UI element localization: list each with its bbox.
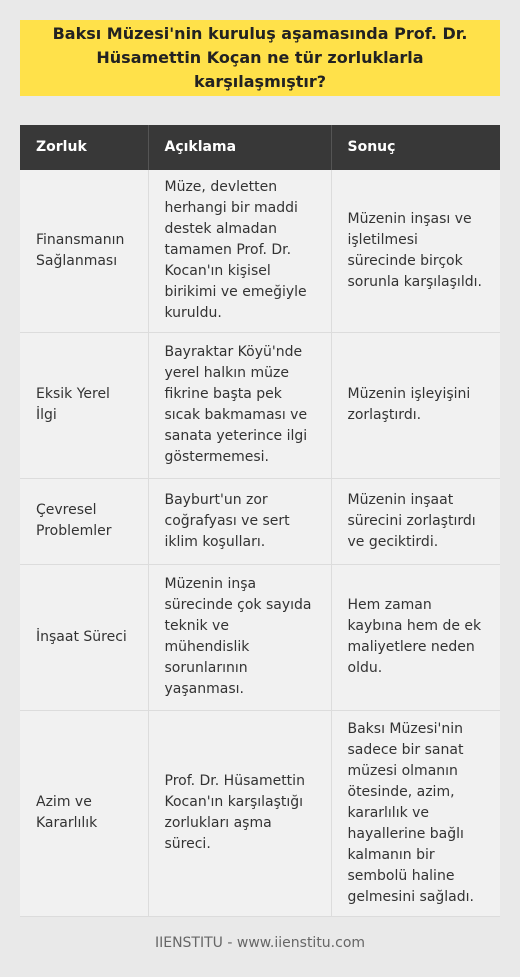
cell-aciklama: Müzenin inşa sürecinde çok sayıda teknik ve mühendislik sorunlarının yaşanması.	[148, 564, 331, 710]
table-row	[20, 332, 500, 478]
cell-sonuc: Müzenin inşası ve işletilmesi sürecinde birçok sorunla karşılaşıldı.	[331, 170, 500, 332]
column-header-aciklama: Açıklama	[148, 125, 331, 170]
cell-sonuc: Müzenin inşaat sürecini zorlaştırdı ve geciktirdi.	[331, 478, 500, 564]
cell-sonuc: Müzenin işleyişini zorlaştırdı.	[331, 332, 500, 478]
cell-zorluk: Azim ve Kararlılık	[20, 710, 148, 916]
table-header-row	[20, 125, 500, 170]
cell-sonuc: Baksı Müzesi'nin sadece bir sanat müzesi olmanın ötesinde, azim, kararlılık ve hayallerine bağlı kalmanın bir sembolü haline gelmesini sağladı.	[331, 710, 500, 916]
cell-zorluk: Finansmanın Sağlanması	[20, 170, 148, 332]
table-row	[20, 564, 500, 710]
table-row	[20, 478, 500, 564]
table-row	[20, 710, 500, 916]
cell-zorluk: Çevresel Problemler	[20, 478, 148, 564]
page-title-text: Baksı Müzesi'nin kuruluş aşamasında Prof. Dr. Hüsamettin Koçan ne tür zorluklarla karşılaşmıştır?	[52, 24, 468, 91]
cell-aciklama: Bayburt'un zor coğrafyası ve sert iklim koşulları.	[148, 478, 331, 564]
cell-zorluk: Eksik Yerel İlgi	[20, 332, 148, 478]
page-title	[20, 20, 500, 96]
cell-sonuc: Hem zaman kaybına hem de ek maliyetlere neden oldu.	[331, 564, 500, 710]
challenges-table	[20, 125, 500, 917]
column-header-zorluk: Zorluk	[20, 125, 148, 170]
cell-aciklama: Müze, devletten herhangi bir maddi destek almadan tamamen Prof. Dr. Kocan'ın kişisel birikimi ve emeğiyle kuruldu.	[148, 170, 331, 332]
footer-credit: IIENSTITU - www.iienstitu.com	[154, 935, 366, 951]
cell-zorluk: İnşaat Süreci	[20, 564, 148, 710]
cell-aciklama: Prof. Dr. Hüsamettin Kocan'ın karşılaştığı zorlukları aşma süreci.	[148, 710, 331, 916]
cell-aciklama: Bayraktar Köyü'nde yerel halkın müze fikrine başta pek sıcak bakmaması ve sanata yeterince ilgi göstermemesi.	[148, 332, 331, 478]
table-row	[20, 170, 500, 332]
column-header-sonuc: Sonuç	[331, 125, 500, 170]
